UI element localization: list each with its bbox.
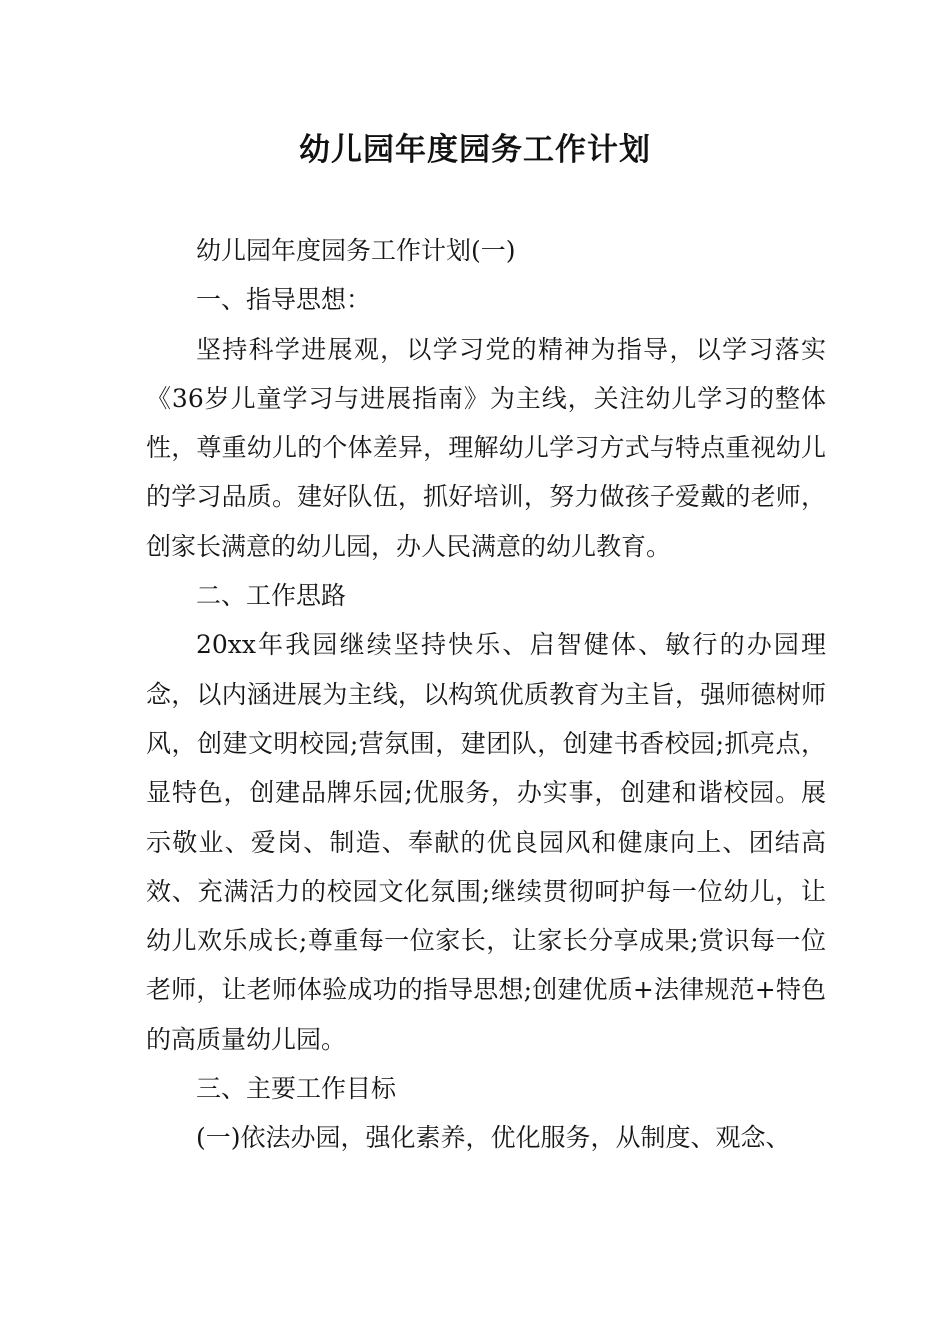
section-heading-guiding-thought: 一、指导思想： xyxy=(196,285,372,315)
document-subtitle: 幼儿园年度园务工作计划(一) xyxy=(196,236,516,265)
section-heading-work-approach: 二、工作思路 xyxy=(196,581,347,611)
document-title: 幼儿园年度园务工作计划 xyxy=(299,132,651,168)
document-body xyxy=(146,226,826,1163)
paragraph-work-approach: 20xx年我园继续坚持快乐、启智健体、敏行的办园理念，以内涵进展为主线，以构筑优质教育为主旨，强师德树师风，创建文明校园;营氛围，建团队，创建书香校园;抓亮点，显特色，创建品牌乐园;优服务，办实事，创建和谐校园。展示敬业、爱岗、制造、奉献的优良园风和健康向上、团结高效、充满活力的校园文化氛围;继续贯彻呵护每一位幼儿，让幼儿欢乐成长;尊重每一位家长，让家长分享成果;赏识每一位老师，让老师体验成功的指导思想;创建优质+法律规范+特色的高质量幼儿园。 xyxy=(146,630,826,1054)
paragraph-guiding-thought: 坚持科学进展观，以学习党的精神为指导，以学习落实《36岁儿童学习与进展指南》为主线，关注幼儿学习的整体性，尊重幼儿的个体差异，理解幼儿学习方式与特点重视幼儿的学习品质。建好队伍，抓好培训，努力做孩子爱戴的老师，创家长满意的幼儿园，办人民满意的幼儿教育。 xyxy=(146,334,826,561)
paragraph-main-goals-item-1: (一)依法办园，强化素养，优化服务，从制度、观念、 xyxy=(196,1123,791,1153)
section-heading-main-goals: 三、主要工作目标 xyxy=(196,1074,397,1104)
